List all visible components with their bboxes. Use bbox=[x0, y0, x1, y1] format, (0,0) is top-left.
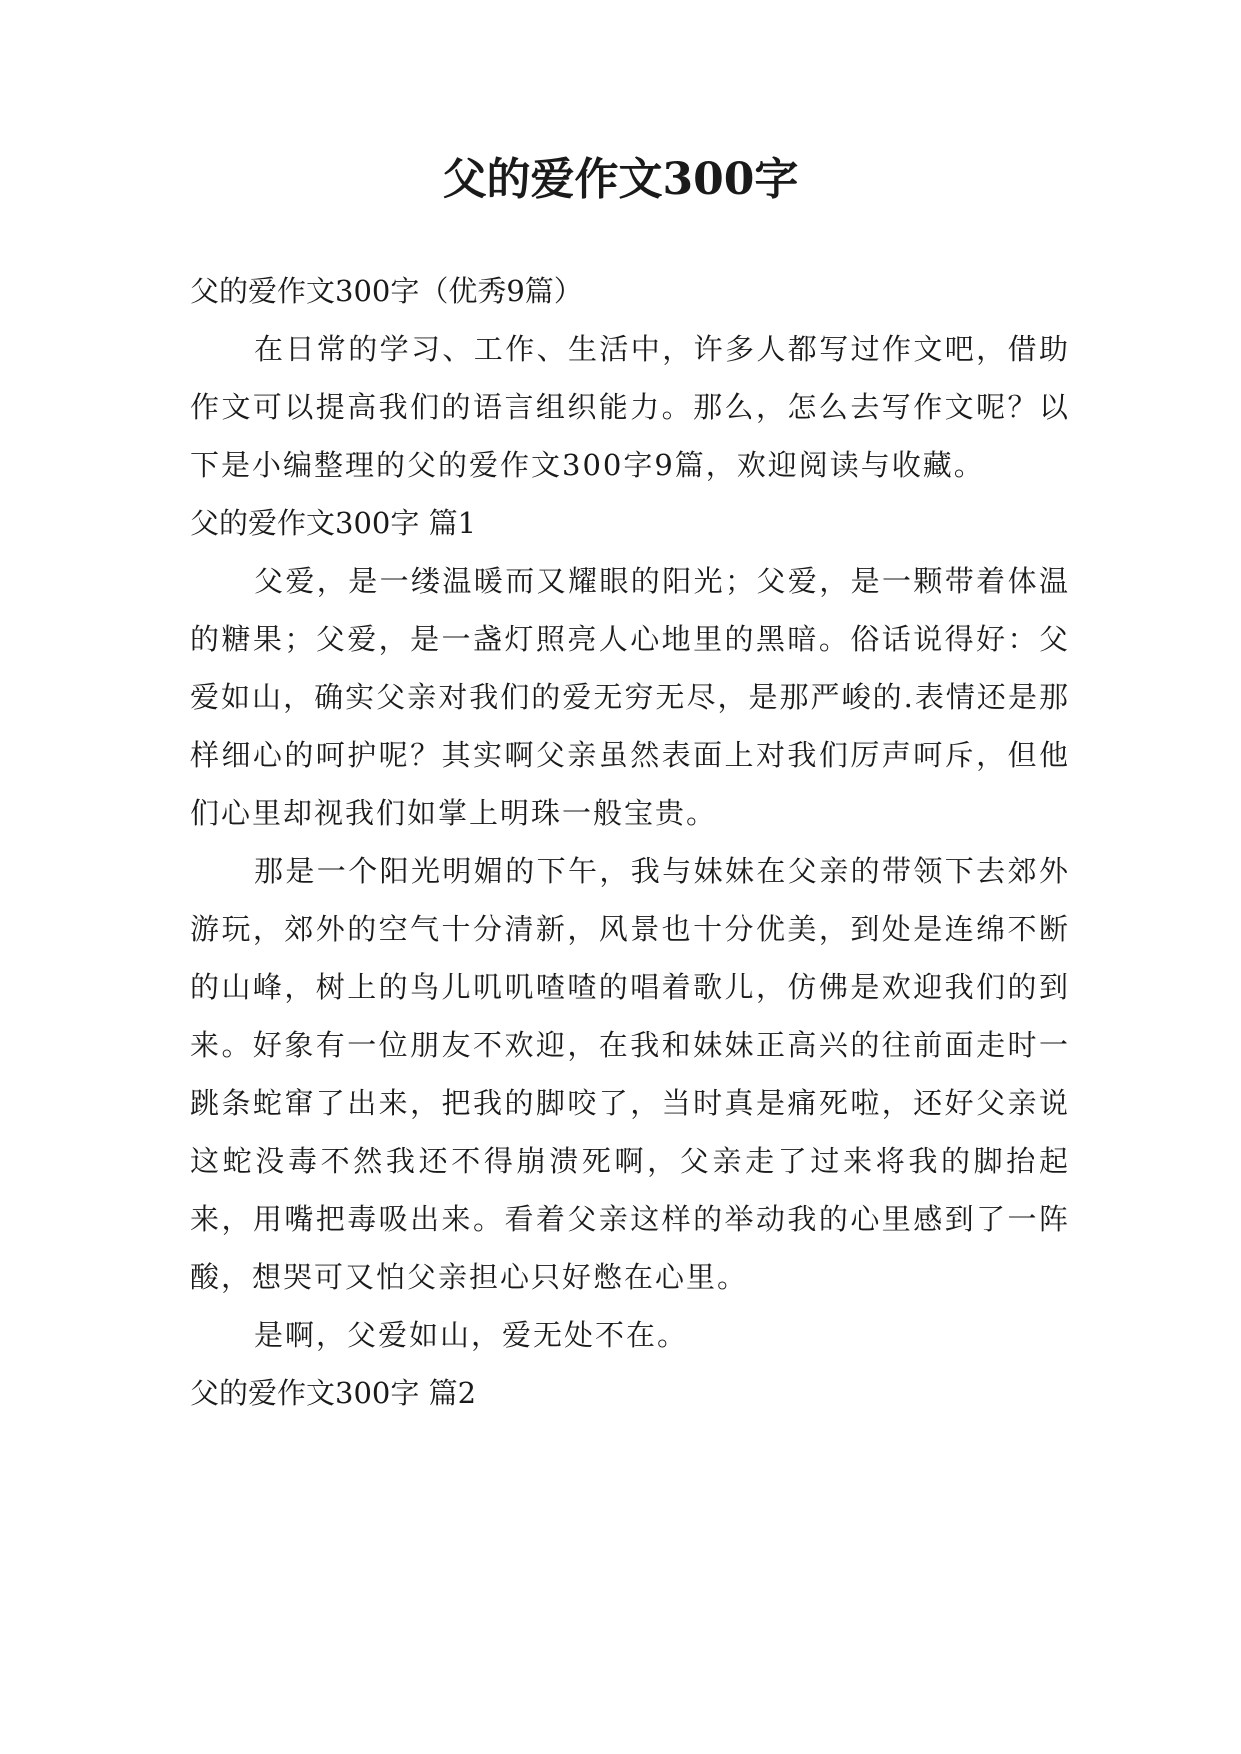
intro-paragraph: 在日常的学习、工作、生活中，许多人都写过作文吧，借助作文可以提高我们的语言组织能力。那么，怎么去写作文呢？以下是小编整理的父的爱作文300字9篇，欢迎阅读与收藏。 bbox=[190, 332, 1070, 482]
document-subtitle: 父的爱作文300字（优秀9篇） bbox=[190, 274, 583, 308]
section-heading-2: 父的爱作文300字 篇2 bbox=[190, 1376, 477, 1410]
section-1-paragraph-3: 是啊，父爱如山，爱无处不在。 bbox=[254, 1318, 689, 1352]
document-title: 父的爱作文300字 bbox=[442, 154, 799, 205]
document-body bbox=[190, 262, 1070, 1422]
section-heading-1: 父的爱作文300字 篇1 bbox=[190, 506, 477, 540]
section-1-paragraph-1: 父爱，是一缕温暖而又耀眼的阳光；父爱，是一颗带着体温的糖果；父爱，是一盏灯照亮人心地里的黑暗。俗话说得好：父爱如山，确实父亲对我们的爱无穷无尽，是那严峻的.表情还是那样细心的呵护呢？其实啊父亲虽然表面上对我们厉声呵斥，但他们心里却视我们如掌上明珠一般宝贵。 bbox=[190, 564, 1070, 830]
section-1-paragraph-2: 那是一个阳光明媚的下午，我与妹妹在父亲的带领下去郊外游玩，郊外的空气十分清新，风景也十分优美，到处是连绵不断的山峰，树上的鸟儿叽叽喳喳的唱着歌儿，仿佛是欢迎我们的到来。好象有一位朋友不欢迎，在我和妹妹正高兴的往前面走时一跳条蛇窜了出来，把我的脚咬了，当时真是痛死啦，还好父亲说这蛇没毒不然我还不得崩溃死啊，父亲走了过来将我的脚抬起来，用嘴把毒吸出来。看着父亲这样的举动我的心里感到了一阵酸，想哭可又怕父亲担心只好憋在心里。 bbox=[190, 854, 1070, 1294]
